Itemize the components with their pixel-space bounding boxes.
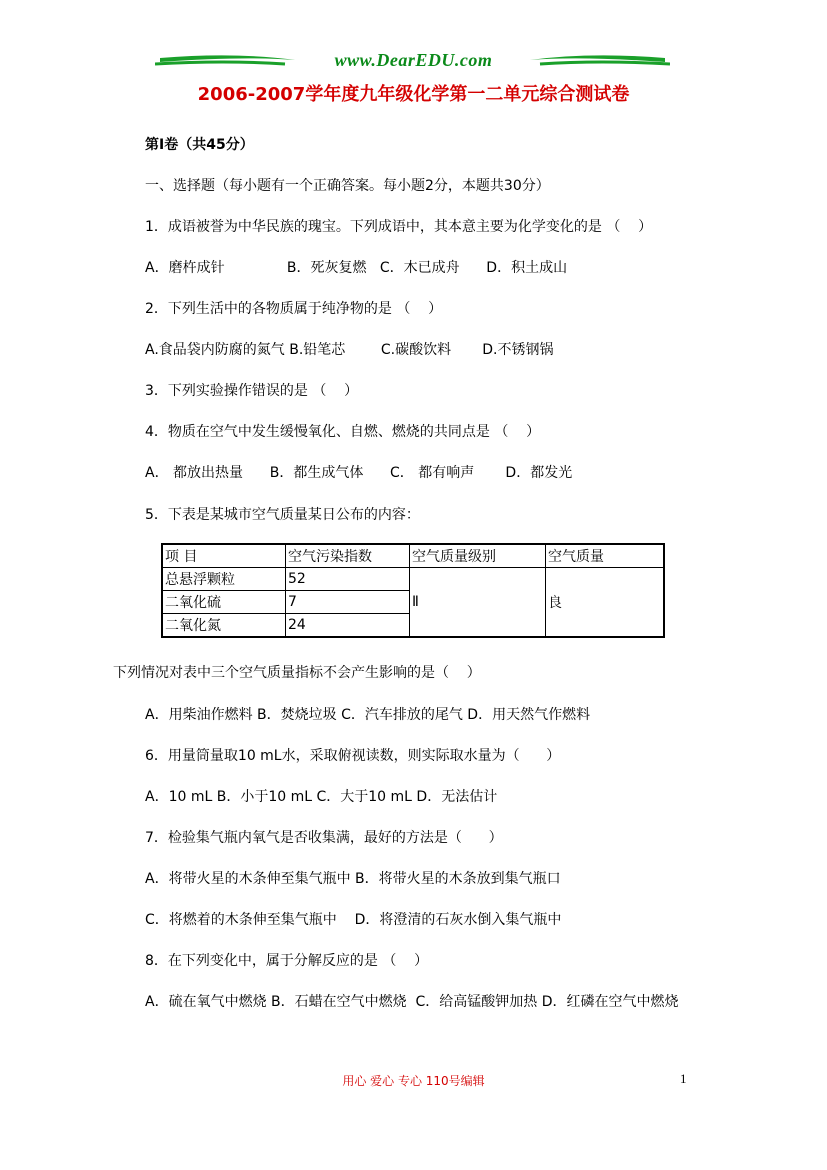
site-url[interactable]: www.DearEDU.com <box>334 50 493 70</box>
question-5-options: A．用柴油作燃料 B．焚烧垃圾 C．汽车排放的尾气 D．用天然气作燃料 <box>145 707 591 723</box>
question-6-options: A．10 mL B．小于10 mL C．大于10 mL D．无法估计 <box>145 789 498 805</box>
page-number: 1 <box>680 1071 687 1086</box>
question-6: 6．用量筒量取10 mL水，采取俯视读数，则实际取水量为（ ） <box>145 748 561 764</box>
part-heading: 第Ⅰ卷（共45分） <box>145 137 254 153</box>
question-3: 3．下列实验操作错误的是 （ ） <box>145 383 359 399</box>
exam-title: 2006-2007学年度九年级化学第一二单元综合测试卷 <box>197 84 630 105</box>
table-header-row <box>162 544 664 568</box>
choice-heading: 一、选择题（每小题有一个正确答案。每小题2分，本题共30分） <box>145 178 550 194</box>
question-1: 1．成语被誉为中华民族的瑰宝。下列成语中，其本意主要为化学变化的是 （ ） <box>145 219 653 235</box>
question-5: 5．下表是某城市空气质量某日公布的内容： <box>145 507 420 523</box>
question-4-options: A． 都放出热量 B．都生成气体 C． 都有响声 D．都发光 <box>145 465 573 481</box>
table-header-cell: 空气污染指数 <box>286 544 410 568</box>
table-cell-quality: 良 <box>546 568 665 638</box>
table-header-cell: 空气质量 <box>546 544 665 568</box>
question-5-followup: 下列情况对表中三个空气质量指标不会产生影响的是（ ） <box>113 665 481 681</box>
table-cell-index: 52 <box>286 568 410 591</box>
table-row <box>162 568 664 591</box>
question-7-options-cd: C．将燃着的木条伸至集气瓶中 D．将澄清的石灰水倒入集气瓶中 <box>145 912 562 928</box>
question-2-options: A.食品袋内防腐的氮气 B.铅笔芯 C.碳酸饮料 D.不锈钢锅 <box>145 342 554 358</box>
question-8-options: A．硫在氧气中燃烧 B．石蜡在空气中燃烧 C．给高锰酸钾加热 D．红磷在空气中燃烧 <box>145 994 679 1010</box>
air-quality-table <box>161 543 665 638</box>
question-7-options-ab: A．将带火星的木条伸至集气瓶中 B．将带火星的木条放到集气瓶口 <box>145 871 561 887</box>
footer-text: 用心 爱心 专心 110号编辑 <box>342 1074 485 1088</box>
question-8: 8．在下列变化中，属于分解反应的是 （ ） <box>145 953 429 969</box>
table-header-cell: 空气质量级别 <box>410 544 546 568</box>
question-2: 2．下列生活中的各物质属于纯净物的是 （ ） <box>145 301 443 317</box>
question-7: 7．检验集气瓶内氧气是否收集满，最好的方法是（ ） <box>145 830 503 846</box>
question-1-options: A．磨杵成针 B．死灰复燃 C．木已成舟 D．积土成山 <box>145 260 568 276</box>
table-cell-level: Ⅱ <box>410 568 546 638</box>
table-cell-item: 总悬浮颗粒 <box>162 568 286 591</box>
table-header-cell: 项 目 <box>162 544 286 568</box>
question-4: 4．物质在空气中发生缓慢氧化、自燃、燃烧的共同点是 （ ） <box>145 424 541 440</box>
table-cell-index: 24 <box>286 614 410 638</box>
table-cell-item: 二氧化氮 <box>162 614 286 638</box>
table-cell-item: 二氧化硫 <box>162 591 286 614</box>
table-cell-index: 7 <box>286 591 410 614</box>
